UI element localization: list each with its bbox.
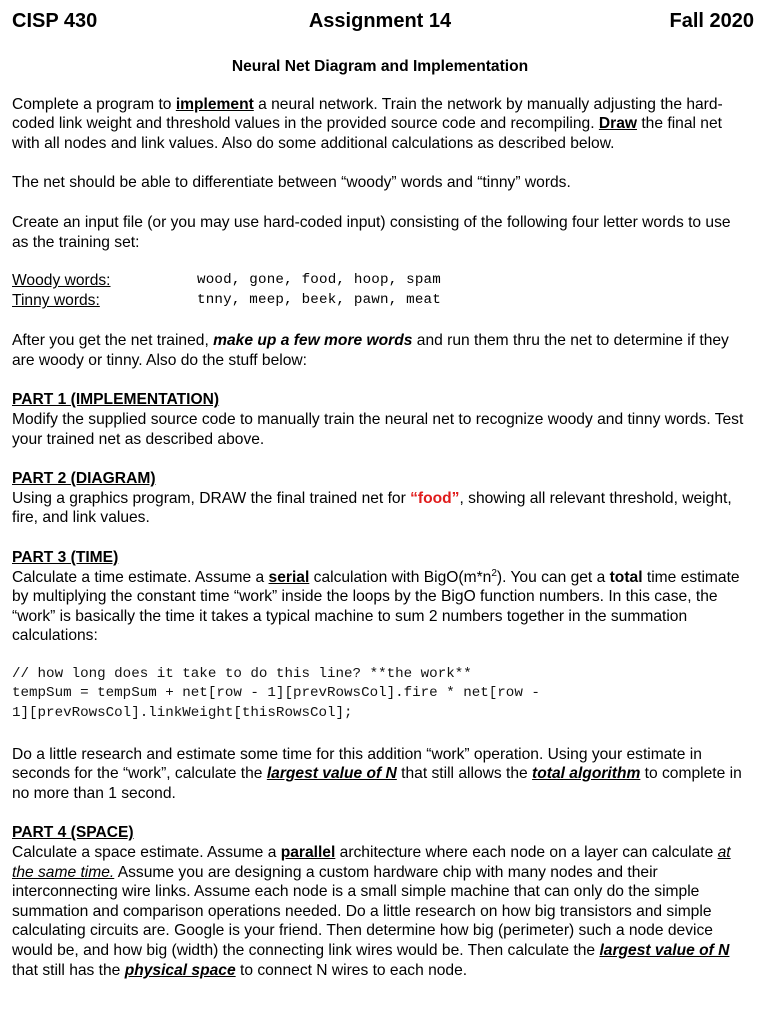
part3-text: Calculate a time estimate. Assume a serial calculation with $BigO(m*n^2)$. You can get a total time estimate by multiplying the constant time “work” inside the loops by the BigO function numbers. In this case, the “work” is basically the time it takes a typical machine to sum 2 numbers together in the summation calculations: bbox=[12, 567, 740, 645]
training-words-table bbox=[12, 271, 748, 311]
document-subtitle: Neural Net Diagram and Implementation bbox=[231, 58, 529, 75]
document-header bbox=[12, 0, 754, 44]
document-page bbox=[12, 0, 754, 980]
input-file-paragraph: Create an input file (or you may use hard-coded input) consisting of the following four letter words to use as the training set: bbox=[12, 213, 731, 251]
assignment-title: Assignment 14 bbox=[308, 10, 452, 32]
physical-space-emphasis: physical space bbox=[124, 961, 236, 979]
food-emphasis: “food” bbox=[410, 489, 460, 507]
woody-words-row bbox=[12, 271, 748, 291]
after-training-paragraph: After you get the net trained, make up a few more words and run them thru the net to determine if they are woody or tinny. Also do the stuff below: bbox=[12, 332, 729, 369]
intro-paragraph: Complete a program to implement a neural network. Train the network by manually adjusting the hard-coded link weight and threshold values in the provided source code and recompiling. Draw the final net with all nodes and link values. Also do some additional calculations as described below. bbox=[12, 95, 723, 152]
largest-n-emphasis: largest value of N bbox=[266, 765, 397, 783]
implement-emphasis: implement bbox=[175, 95, 254, 113]
total-algorithm-emphasis: total algorithm bbox=[532, 765, 641, 783]
course-code: CISP 430 bbox=[12, 10, 98, 32]
code-line: tempSum = tempSum + net[row - 1][prevRowsCol].fire * net[row - bbox=[12, 685, 540, 702]
part3-research-text: Do a little research and estimate some time for this addition “work” operation. Using your estimate in seconds for the “work”, calculate the largest value of N that still allows the total algorithm to complete in no more than 1 second. bbox=[12, 745, 742, 802]
total-emphasis: total bbox=[609, 568, 643, 586]
largest-n-emphasis-2: largest value of N bbox=[599, 942, 730, 959]
code-line: // how long does it take to do this line? **the work** bbox=[12, 665, 472, 682]
part2-title: PART 2 (DIAGRAM) bbox=[12, 470, 156, 488]
differentiate-paragraph: The net should be able to differentiate between “woody” words and “tinny” words. bbox=[12, 174, 571, 192]
part2-text: Using a graphics program, DRAW the final trained net for “food”, showing all relevant threshold, weight, fire, and link values. bbox=[12, 489, 732, 527]
code-snippet bbox=[12, 665, 748, 724]
part3-title: PART 3 (TIME) bbox=[12, 548, 119, 566]
tinny-words-list: tnny, meep, beek, pawn, meat bbox=[197, 292, 441, 309]
serial-emphasis: serial bbox=[268, 568, 310, 586]
woody-words-list: wood, gone, food, hoop, spam bbox=[197, 272, 441, 289]
tinny-words-label: Tinny words: bbox=[12, 292, 100, 310]
part4-title: PART 4 (SPACE) bbox=[12, 824, 134, 842]
part1-text: Modify the supplied source code to manually train the neural net to recognize woody and tinny words. Test your trained net as described above. bbox=[12, 410, 744, 448]
make-up-words-emphasis: make up a few more words bbox=[213, 332, 413, 350]
code-line: 1][prevRowsCol].linkWeight[thisRowsCol]; bbox=[12, 705, 353, 722]
parallel-emphasis: parallel bbox=[280, 844, 336, 862]
term: Fall 2020 bbox=[669, 10, 754, 32]
part1-title: PART 1 (IMPLEMENTATION) bbox=[12, 391, 220, 409]
same-time-emphasis: at the same time. bbox=[12, 844, 731, 881]
draw-emphasis: Draw bbox=[598, 115, 638, 133]
tinny-words-row bbox=[12, 291, 748, 311]
woody-words-label: Woody words: bbox=[12, 272, 111, 290]
part4-text: Calculate a space estimate. Assume a parallel architecture where each node on a layer can calculate at the same time. Assume you are designing a custom hardware chip with many nodes and their interconnecting wire links. Assume each node is a small simple machine that can only do the simple summation and comparison operations needed. Do a little research on how big transistors and simple calculating circuits are. Google is your friend. Then determine how big (perimeter) such a node device would be, and how big (width) the connecting link wires would be. Then calculate the largest value of N that still has the physical space to connect N wires to each node. bbox=[12, 844, 731, 979]
